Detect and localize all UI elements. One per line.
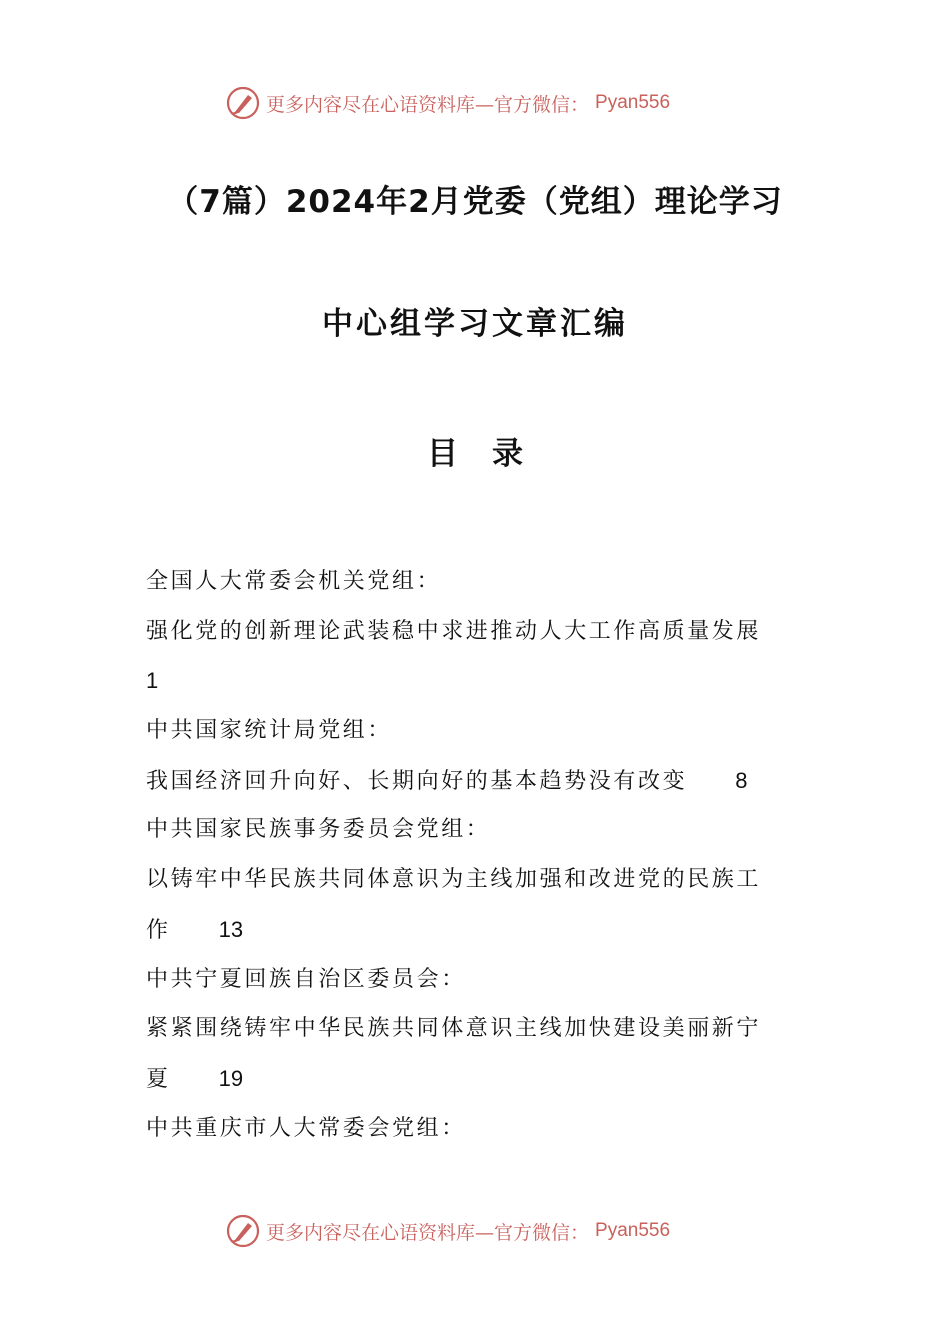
- watermark-footer: [226, 1214, 670, 1248]
- watermark-id: Pyan556: [595, 1220, 671, 1241]
- quill-pen-logo-icon: [226, 86, 260, 120]
- toc-entry-title[interactable]: 我国经济回升向好、长期向好的基本趋势没有改变: [146, 768, 688, 794]
- toc-org: 全国人大常委会机关党组：: [146, 569, 442, 594]
- watermark-id: Pyan556: [595, 92, 671, 113]
- watermark-text: 更多内容尽在心语资料库—官方微信：: [266, 93, 590, 116]
- watermark-text: 更多内容尽在心语资料库—官方微信：: [266, 1221, 590, 1244]
- watermark-header: [226, 86, 670, 120]
- document-title-line-1: （7篇）2024年2月党委（党组）理论学习: [167, 184, 783, 220]
- document-title-line-2: 中心组学习文章汇编: [322, 306, 628, 342]
- toc-org: 中共国家统计局党组：: [146, 718, 393, 744]
- toc-page-number[interactable]: 19: [218, 1065, 244, 1091]
- toc-page-number[interactable]: 8: [735, 767, 748, 793]
- toc-org: 中共重庆市人大常委会党组：: [146, 1115, 466, 1141]
- toc-entry-title[interactable]: 强化党的创新理论武装稳中求进推动人大工作高质量发展: [146, 618, 762, 644]
- toc-page-number[interactable]: 1: [146, 668, 159, 694]
- toc-entry-title-continued[interactable]: 夏: [146, 1066, 171, 1092]
- toc-org: 中共国家民族事务委员会党组：: [146, 817, 491, 843]
- toc-heading: 目录: [427, 436, 557, 472]
- toc-entry-title-continued[interactable]: 作: [146, 917, 171, 943]
- table-of-contents: [146, 564, 816, 1160]
- toc-org: 中共宁夏回族自治区委员会：: [146, 966, 466, 992]
- toc-page-number[interactable]: 13: [218, 916, 244, 942]
- toc-entry-title[interactable]: 以铸牢中华民族共同体意识为主线加强和改进党的民族工: [146, 867, 762, 893]
- quill-pen-logo-icon: [226, 1214, 260, 1248]
- toc-entry-title[interactable]: 紧紧围绕铸牢中华民族共同体意识主线加快建设美丽新宁: [146, 1016, 762, 1042]
